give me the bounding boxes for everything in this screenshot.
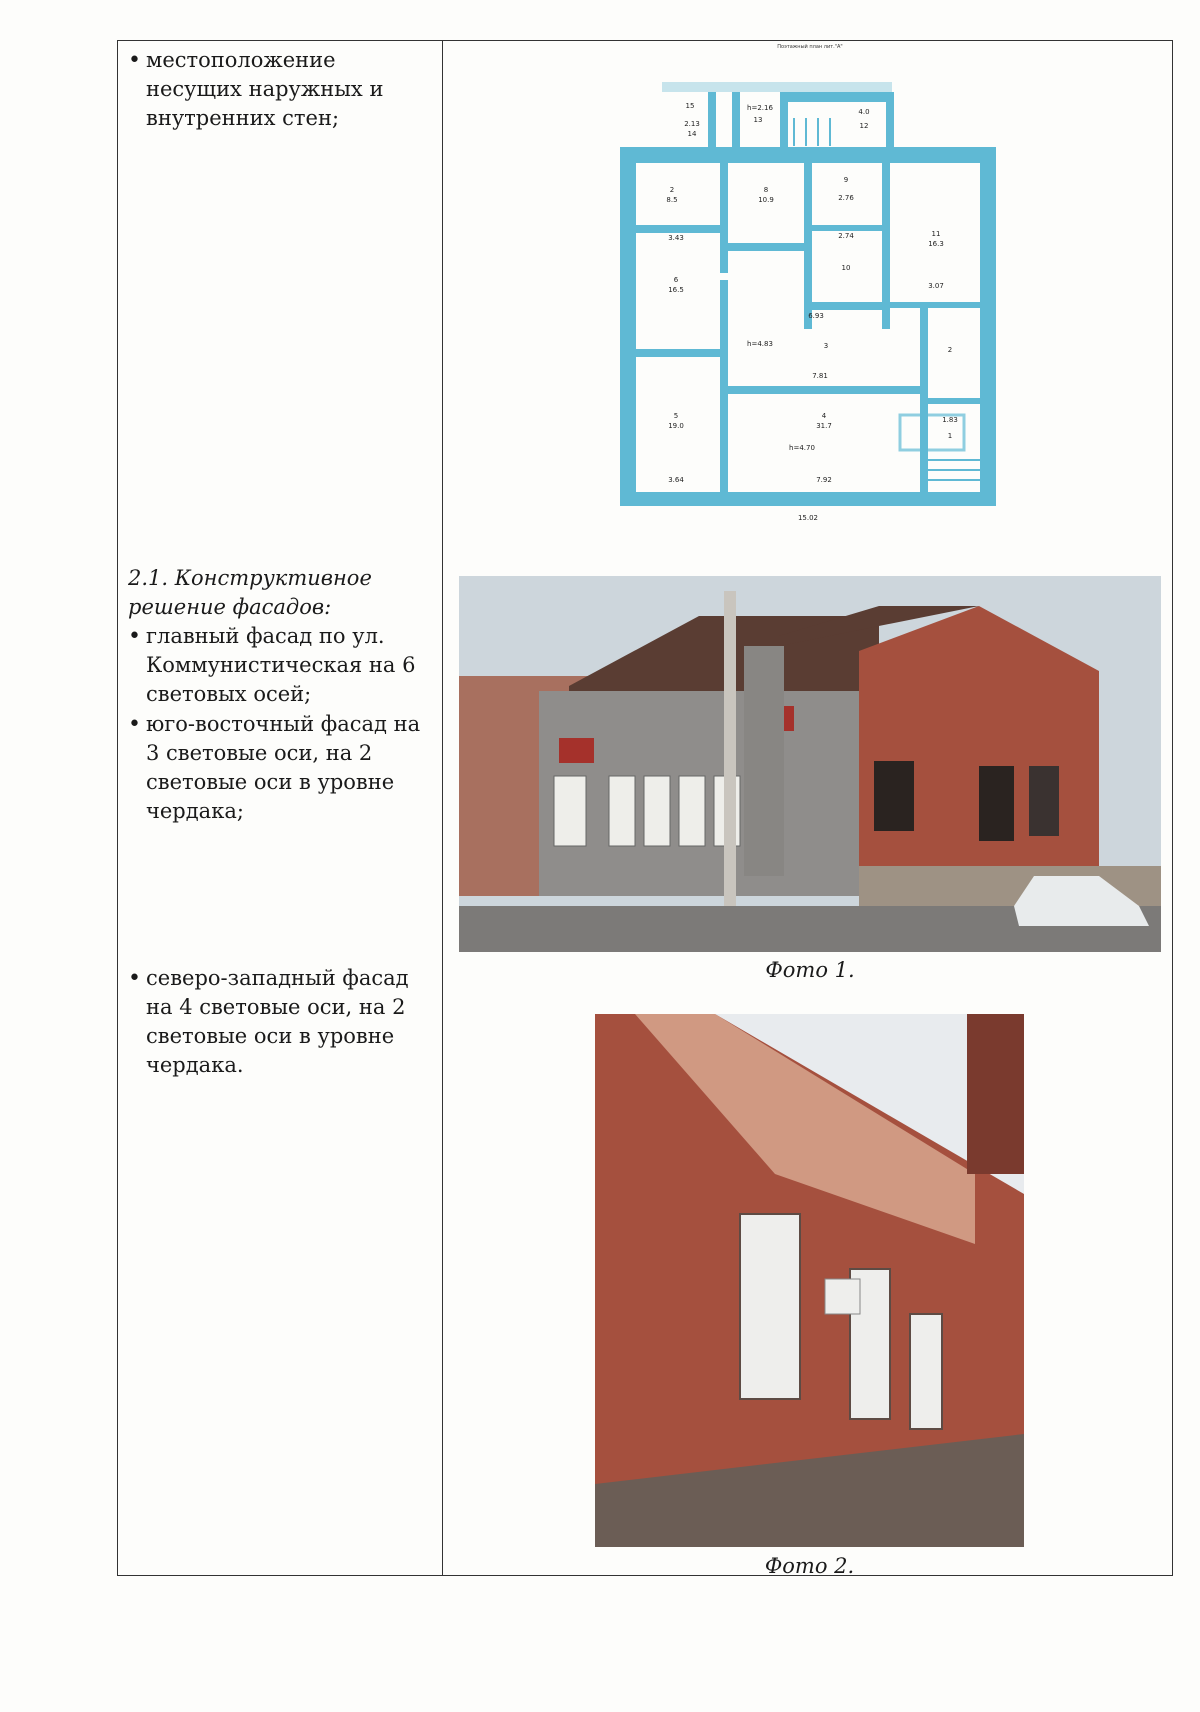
room-5-w: 3.64 bbox=[668, 476, 684, 484]
room-10-label: 10 bbox=[841, 264, 851, 272]
room-2-label: 2 bbox=[669, 186, 675, 194]
room-6-w: 3.43 bbox=[668, 234, 684, 242]
room-4-w: 7.92 bbox=[816, 476, 832, 484]
facades-heading: 2.1. Конструктивное решение фасадов: bbox=[128, 566, 372, 619]
photo-2-caption: Фото 2. bbox=[764, 1554, 855, 1578]
photo-1-caption: Фото 1. bbox=[765, 958, 855, 982]
room-3-label: 3 bbox=[823, 342, 829, 350]
room-11-label: 11 bbox=[931, 230, 941, 238]
room-8-area: 10.9 bbox=[758, 196, 774, 204]
room-4-area: 31.7 bbox=[816, 422, 832, 430]
walls-bullet-block bbox=[128, 46, 433, 134]
room-1-label: 1 bbox=[947, 432, 953, 440]
photo-1 bbox=[459, 576, 1161, 952]
photo-2 bbox=[595, 1014, 1024, 1547]
southeast-facade-item: • юго-восточный фасад на 3 световые оси, на 2 световые оси в уровне чердака; bbox=[128, 710, 433, 826]
main-facade-item: • главный фасад по ул. Коммунистическая на 6 световых осей; bbox=[128, 622, 433, 709]
northwest-facade-item: • северо-западный фасад на 4 световые оси, на 2 световые оси в уровне чердака. bbox=[128, 964, 433, 1080]
room-9-w: 2.76 bbox=[838, 194, 854, 202]
room-13-label: 13 bbox=[753, 116, 763, 124]
room-10-w: 2.74 bbox=[838, 232, 854, 240]
room-11-area: 16.3 bbox=[928, 240, 944, 248]
room-8-label: 8 bbox=[763, 186, 769, 194]
room-5-area: 19.0 bbox=[668, 422, 684, 430]
room-3-h: 6.93 bbox=[808, 312, 824, 320]
facades-block bbox=[128, 564, 433, 827]
room-4-label: 4 bbox=[821, 412, 827, 420]
room-2b-label: 2 bbox=[947, 346, 953, 354]
room-3-w: 7.81 bbox=[812, 372, 828, 380]
room-11-w: 3.07 bbox=[928, 282, 944, 290]
floor-plan bbox=[620, 40, 1000, 526]
room-6-label: 6 bbox=[673, 276, 679, 284]
room-14-w: 2.13 bbox=[684, 120, 700, 128]
walls-item: • местоположение несущих наружных и внутренних стен; bbox=[128, 46, 433, 133]
plan-total-width: 15.02 bbox=[797, 514, 819, 522]
room-9-label: 9 bbox=[843, 176, 849, 184]
column-divider bbox=[442, 40, 443, 1576]
room-12-label: 12 bbox=[859, 122, 869, 130]
room-4-height: h=4.70 bbox=[789, 444, 815, 452]
room-13-height: h=2.16 bbox=[747, 104, 773, 112]
room-15-label: 15 bbox=[685, 102, 695, 110]
room-6-area: 16.5 bbox=[668, 286, 684, 294]
northwest-block bbox=[128, 964, 433, 1081]
room-2-area: 8.5 bbox=[666, 196, 678, 204]
room-14-label: 14 bbox=[687, 130, 697, 138]
room-5-label: 5 bbox=[673, 412, 679, 420]
room-3-height: h=4.83 bbox=[747, 340, 773, 348]
plan-title: Поэтажный план лит."А" bbox=[777, 44, 843, 50]
room-1-w: 1.83 bbox=[942, 416, 958, 424]
room-12-w: 4.0 bbox=[858, 108, 870, 116]
